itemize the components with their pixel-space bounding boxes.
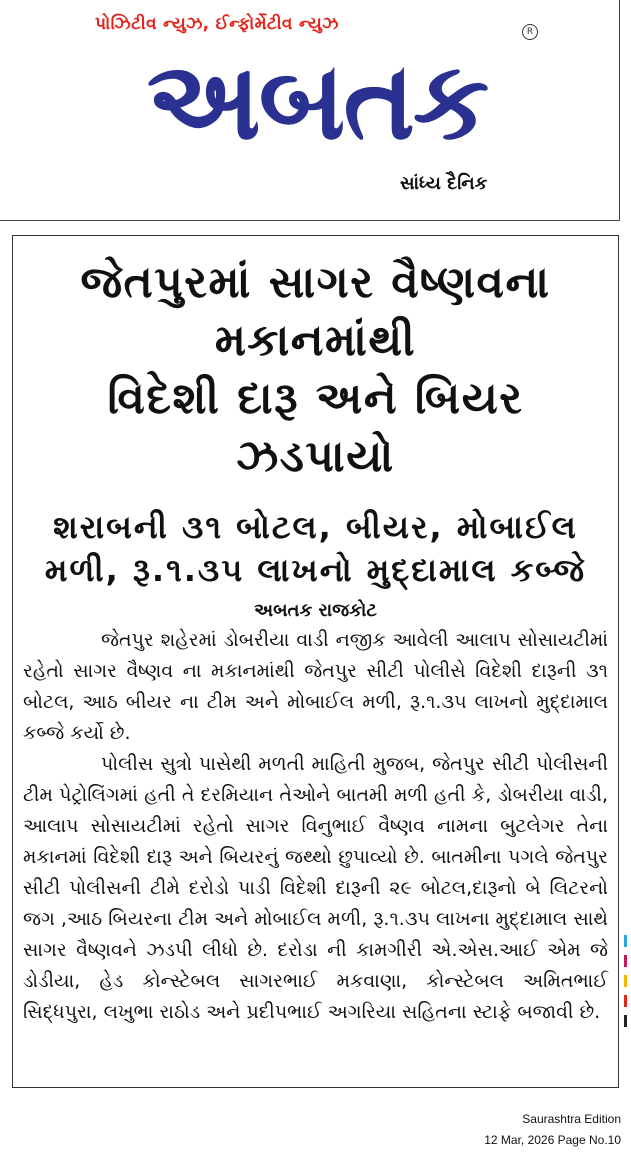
subhead-line-2: મળી, રૂ.૧.૩૫ લાખનો મુદ્દામાલ કબ્જે	[44, 551, 587, 589]
masthead-sub-tagline: સાંધ્ય દૈનિક	[400, 173, 488, 194]
newspaper-logo: અબતક	[146, 39, 488, 164]
masthead-tagline: પોઝિટીવ ન્યુઝ, ઈન્ફોર્મેટીવ ન્યુઝ	[95, 14, 339, 34]
masthead-divider	[0, 220, 620, 221]
masthead	[0, 0, 631, 222]
registered-mark-icon: R	[522, 24, 538, 40]
masthead-side-divider	[619, 0, 620, 221]
edition-label: Saurashtra Edition	[522, 1112, 621, 1126]
date-page-label: 12 Mar, 2026 Page No.10	[484, 1133, 621, 1147]
article-body	[23, 625, 608, 1028]
article-paragraph: જેતપુર શહેરમાં ડોબરીયા વાડી નજીક આવેલી આલાપ સોસાયટીમાં રહેતો સાગર વૈષ્ણવ ના મકાનમાંથી જેતપુર સીટી પોલીસે વિદેશી દારૂની ૩૧ બોટલ, આઠ બીયર ના ટીમ અને મોબાઈલ મળી, રૂ.૧.૩૫ લાખનો મુદ્દામાલ કબ્જે કર્યો છે.	[23, 629, 608, 744]
subhead-line-1: શરાબની ૩૧ બોટલ, બીયર, મોબાઈલ	[53, 508, 578, 546]
article-headline	[21, 254, 610, 486]
article-paragraph: પોલીસ સુત્રો પાસેથી મળતી માહિતી મુજબ, જેતપુર સીટી પોલીસની ટીમ પેટ્રોલિંગમાં હતી તે દરમિયાન તેઓને બાતમી મળી હતી કે, ડોબરીયા વાડી, આલાપ સોસાયટીમાં રહેતો સાગર વિનુભાઈ વૈષ્ણવ નામના બુટલેગર તેના મકાનમાં વિદેશી દારૂ અને બિયરનું જથ્થો છુપાવ્યો છે. બાતમીના પગલે જેતપુર સીટી પોલીસની ટીમે દરોડો પાડી વિદેશી દારૂની ૨૯ બોટલ,દારૂનો બે લિટરનો જગ ,આઠ બિયરના ટીમ અને મોબાઈલ મળી, રૂ.૧.૩૫ લાખના મુદ્દામાલ સાથે સાગર વૈષ્ણવને ઝડપી લીધો છે. દરોડા ની કામગીરી એ.એસ.આઈ એમ જે ડોડીયા, હેડ કોન્સ્ટેબલ સાગરભાઈ મકવાણા, કોન્સ્ટેબલ અમિતભાઈ સિદ્ધપુરા, લખુભા રાઠોડ અને પ્રદીપભાઈ અગરિયા સહિતના સ્ટાફે બજાવી છે.	[23, 753, 608, 1023]
article-byline: અબતક રાજકોટ	[254, 600, 377, 621]
news-article	[12, 235, 619, 1088]
article-subheadline	[21, 506, 610, 592]
headline-line-1: જેતપુરમાં સાગર વૈષ્ણવના મકાનમાંથી	[80, 257, 551, 366]
headline-line-2: વિદેશી દારૂ અને બિયર ઝડપાયો	[107, 373, 524, 482]
adjacent-column-edge	[624, 935, 631, 1030]
